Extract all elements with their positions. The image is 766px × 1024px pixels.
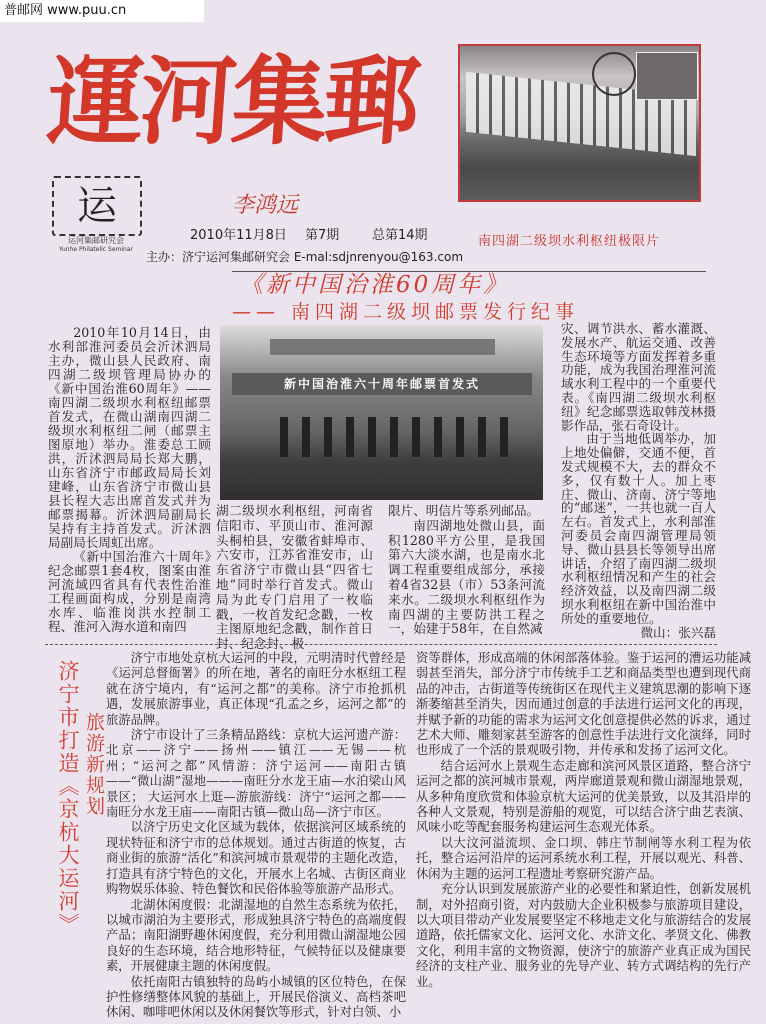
paragraph: 北湖休闲度假：北湖湿地的自然生态系统为依托，以城市湖泊为主要形式，形成独具济宁特色的高端度假产品；南阳湖野趣休闲度假，充分利用微山湖湿地公园良好的生态环境，结合地形特征，气候特征以及健康要素，开展健康主题的休闲度假。	[106, 897, 406, 974]
article-title: 《新中国治淮60周年》	[240, 272, 510, 298]
paragraph: 结合运河水上景观生态走廊和滨河风景区道路，整合济宁运河之都的滨河城市景观，两岸廊道景观和微山湖湿地景观，从多种角度欣赏和体验京杭大运河的优美景致，以及其沿岸的各种人文景观，特别是游船的观览，可以结合济宁曲艺表演、风味小吃等配套服务构建运河生态观光体系。	[416, 758, 751, 835]
paragraph: 济宁市地处京杭大运河的中段，元明清时代曾经是《运河总督衙署》的所在地，著名的南旺分水枢纽工程就在济宁境内，有“运河之都”的美称。济宁市抢抓机遇，发展旅游事业，真正体现“孔孟之乡，运河之都”的旅游品牌。	[106, 651, 406, 727]
society-logo	[52, 176, 142, 236]
paragraph: 以大汶河溢流坝、金口坝、韩庄节制闸等水利工程为依托，整合运河沿岸的运河系统水利工程，开展以观光、科普、休闲为主题的运河工程遗址考察研究游产品。	[416, 835, 751, 881]
building-roof	[270, 339, 495, 355]
total-issue-number: 总第14期	[372, 228, 428, 243]
paragraph: 由于当地低调举办，加上地处偏僻，交通不便，首发式规模不大，去的群众不多，仅有数十人。加上枣庄、微山、济南、济宁等地的“邮迷”，一共也就一百人左右。首发式上，水利部淮河委员会南四湖管理局领导、微山县县长等领导出席讲话，介绍了南四湖二级坝水利枢纽情况和产生的社会经济效益，以及南四湖二级坝水利枢纽在新中国治淮中所处的重要地位。	[561, 431, 716, 626]
issue-date: 2010年11月8日	[190, 228, 287, 243]
paragraph: 充分认识到发展旅游产业的必要性和紧迫性，创新发展机制，对外招商引资，对内鼓励大企业积极参与旅游项目建设，以大项目带动产业发展要坚定不移地走文化与旅游结合的发展道路，依托儒家文化、运河文化、水浒文化、孝贤文化、佛教文化，利用丰富的文物资源，使济宁的旅游产业真正成为国民经济的支柱产业、服务业的先导产业、转方式调结构的先行产业。	[416, 882, 751, 989]
article2-title: 济宁市打造《京杭大运河》	[56, 660, 80, 936]
maxicard-photo	[458, 44, 701, 202]
logo-name-cn: 运河集邮研究会	[68, 236, 124, 245]
article2-right-column	[416, 651, 751, 990]
article2-left-column	[106, 651, 406, 1021]
article-column-4	[561, 322, 716, 640]
ceremony-photo	[220, 325, 543, 500]
ceremony-banner: 新中国治淮六十周年邮票首发式	[232, 373, 532, 395]
article-column-3	[388, 504, 545, 637]
article-subtitle: —— 南四湖二级坝邮票发行纪事	[232, 301, 580, 323]
postmark-icon	[592, 52, 636, 96]
paragraph: 2010年10月14日，由水利部淮河委员会沂沭泗局主办，微山县人民政府、南四湖二级坝管理局协办的《新中国治淮60周年》——南四湖二级坝水利枢纽邮票首发式，在微山湖南四湖二级坝水利枢纽二闸（邮票主图原地）举办。淮委总工顾洪，沂沭泗局局长郑大鹏，山东省济宁市邮政局局长刘建峰，山东省济宁市微山县县长程大志出席首发式并为邮票揭幕。沂沭泗局副局长吴持有主持首发式。沂沭泗局副局长周虹出席。	[48, 325, 211, 550]
paragraph: 湖二级坝水利枢纽，河南省信阳市、平顶山市、淮河源头桐柏县，安徽省蚌埠市、六安市，江苏省淮安市，山东省济宁市微山县“四省七地”同时举行首发式。微山局为此专门启用了一枚临戳，一枚首发纪念戳，一枚主图原地纪念戳，制作首日封、纪念封、极	[216, 503, 373, 652]
sponsor-line: 主办：济宁运河集邮研究会 E-mal:sdjnrenyou@163.com	[146, 250, 464, 264]
article2-subtitle: 旅游新规划	[83, 712, 105, 817]
maxicard-caption: 南四湖二级坝水利枢纽极限片	[478, 234, 661, 249]
masthead-title: 運河集郵	[44, 45, 420, 158]
section-divider	[45, 644, 717, 645]
stamp-image	[636, 52, 698, 100]
issue-number: 第7期	[305, 228, 340, 243]
site-watermark: 普邮网 www.puu.cn	[0, 0, 204, 22]
logo-name-en: Yunhe Philatelic Seminar	[59, 246, 133, 253]
article-column-2	[216, 504, 373, 652]
calligrapher-signature: 李鸿远	[232, 193, 299, 218]
paragraph: 资等群体，形成高端的休闲部落体验。鉴于运河的漕运功能减弱甚至消失，部分济宁市传统手工艺和商品类型也遭到现代商品的冲击，古街道等传统街区在现代主义建筑思潮的影响下逐渐萎缩甚至消失，因而通过创意的手法进行运河文化的再现，并赋予新的功能的需求为运河文化创意提供必然的诉求，通过艺术大师、雕刻家甚至游客的创意性手法进行文化演绎，同时也形成了一个活的景观吸引物，并传承和发扬了运河文化。	[416, 651, 751, 758]
paragraph: 济宁市设计了三条精品路线：京杭大运河遗产游：北京——济宁——扬州——镇江——无锡——杭州；“运河之都”风情游：济宁运河——南阳古镇——“微山湖”湿地———南旺分水龙王庙—水泊梁山风景区； 大运河水上逛—游旅游线：济宁“运河之都——南旺分水龙王庙——南阳古镇—微山岛—济宁市区。	[106, 728, 406, 820]
paragraph: 《新中国治淮六十周年》纪念邮票1套4枚，图案由淮河流域四省具有代表性治淮工程画面构成，分别是南湾水库、临淮岗洪水控制工程、淮河入海水道和南四	[48, 549, 211, 634]
officials-row	[280, 417, 510, 457]
article-column-1	[48, 326, 211, 634]
paragraph: 依托南阳古镇独特的岛屿小城镇的区位特色，在保护性修缮整体风貌的基础上，开展民俗演义、高档茶吧休闲、咖啡吧休闲以及休闲餐饮等形式，针对白领、小	[106, 974, 406, 1020]
logo-glyph: 运	[77, 183, 117, 229]
paragraph: 以济宁历史文化区域为载体，依据滨河区域系统的现状特征和济宁市的总体规划。通过古街道的恢复，古商业街的旅游“活化”和滨河城市景观带的主题化改造，打造具有济宁特色的文化，开展水上名城、古街区商业购物娱乐体验、特色餐饮和民俗体验等旅游产品形式。	[106, 820, 406, 897]
author-byline: 微山：张兴磊	[640, 624, 716, 640]
paragraph: 灾、调节洪水、蓄水灌溉、发展水产、航运交通、改善生态环境等方面发挥着多重功能，成为我国治理淮河流域水利工程中的一个重要代表。《南四湖二级坝水利枢纽》纪念邮票选取韩茂林摄影作品，张石奇设计。	[561, 321, 716, 433]
paragraph: 南四湖地处微山县，面积1280平方公里，是我国第六大淡水湖，也是南水北调工程重要组成部分，承接着4省32县（市）53条河流来水。二级坝水利枢纽作为南四湖的主要防洪工程之一，始建于58年，在自然减	[388, 517, 545, 637]
paragraph: 限片、明信片等系列邮品。	[388, 503, 540, 518]
